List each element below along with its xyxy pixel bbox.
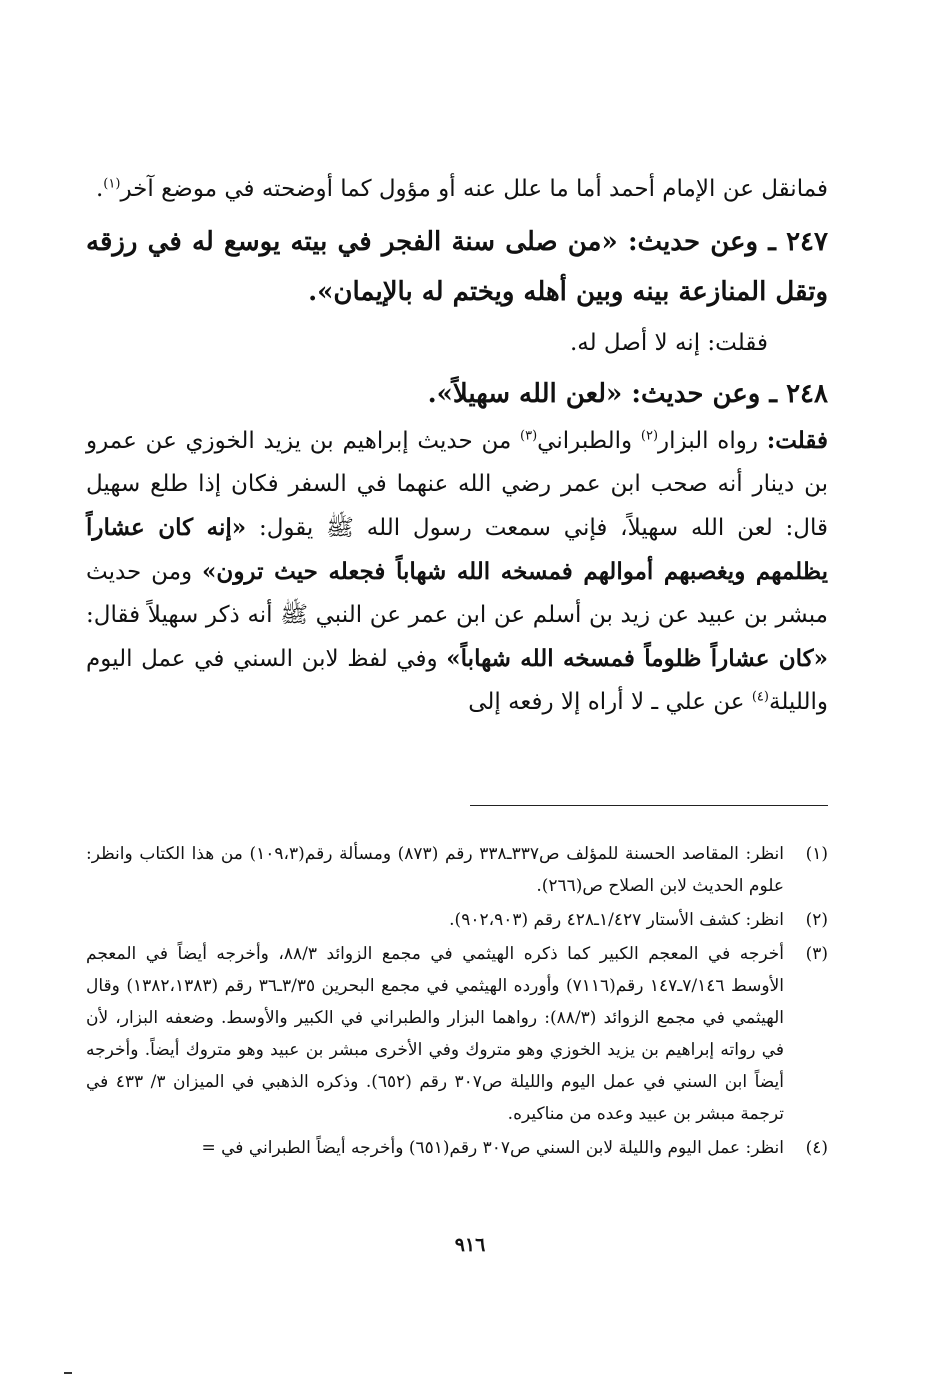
footnote-4-text: انظر: عمل اليوم والليلة لابن السني ص٣٠٧ رقم(٦٥١) وأخرجه أيضاً الطبراني في = [201, 1138, 784, 1158]
footnote-1 [86, 838, 828, 902]
commentary-part-3: من حديث إبراهيم بن يزيد الخوزي عن عمرو بن دينار أنه صحب ابن عمر رضي الله عنهما في السفر فكان إذا طلع سهيل قال: لعن الله سهيلاً، فإني سمعت رسول الله ﷺ يقول: [86, 428, 828, 541]
footnote-4 [86, 1132, 828, 1164]
scan-mark [64, 1372, 72, 1374]
intro-end: . [95, 176, 104, 202]
main-text [86, 168, 828, 724]
quote-1: «إنه كان عشاراً يظلمهم ويغصبهم أموالهم فمسخه الله شهاباً فجعله حيث ترون» [86, 514, 829, 585]
hadith-247 [86, 217, 828, 317]
footnote-1-number: (١) [805, 844, 828, 864]
hadith-247-prefix: وعن حديث: [627, 227, 759, 257]
intro-line-1: فمانقل عن الإمام أحمد أما ما علل عنه أو مؤول كما أوضحته في موضع [161, 176, 828, 202]
footnote-3 [86, 938, 828, 1130]
commentary-part-6: عن علي ـ لا أراه إلا رفعه إلى [468, 689, 745, 715]
hadith-248-number: ٢٤٨ ـ [769, 379, 828, 409]
commentary-part-4: ومن حديث مبشر بن عبيد عن زيد بن أسلم عن ابن عمر عن النبي ﷺ أنه ذكر سهيلاً فقال: [86, 559, 828, 628]
footnote-ref-3: (٣) [520, 428, 538, 444]
hadith-247-text: «من صلى سنة الفجر في بيته يوسع له في رزقه وتقل المنازعة بينه وبين أهله ويختم له بالإيمان». [86, 227, 828, 307]
hadith-247-number: ٢٤٧ ـ [768, 227, 828, 257]
footnote-1-text: انظر: المقاصد الحسنة للمؤلف ص٣٣٧ـ٣٣٨ رقم (٨٧٣) ومسألة رقم(١٠٩،٣) من هذا الكتاب وانظر: علوم الحديث لابن الصلاح ص(٢٦٦). [86, 844, 784, 896]
hadith-248 [86, 369, 828, 419]
footnote-3-number: (٣) [805, 944, 828, 964]
intro-line-2: آخر [120, 176, 154, 202]
footnotes [86, 838, 828, 1166]
footnote-ref-1: (١) [103, 176, 121, 192]
page-number: ٩١٦ [454, 1234, 486, 1256]
commentary-paragraph [86, 419, 828, 724]
footnote-2-number: (٢) [805, 910, 828, 930]
commentary-part-5: وفي لفظ لابن السني في عمل اليوم والليلة [86, 646, 828, 715]
footnote-ref-2: (٢) [640, 428, 659, 444]
footnote-2 [86, 904, 828, 936]
footnote-2-text: انظر: كشف الأستار ١/٤٢٧ـ٤٢٨ رقم (٩٠٢،٩٠٣). [449, 910, 784, 930]
commentary-part-2: والطبراني [537, 428, 633, 454]
hadith-248-prefix: وعن حديث: [631, 379, 761, 409]
hadith-248-text: «لعن الله سهيلاً». [427, 379, 623, 409]
footnote-divider [470, 805, 828, 806]
quote-2: «كان عشاراً ظلوماً فمسخه الله شهاباً» [446, 645, 829, 672]
footnote-ref-4: (٤) [751, 689, 769, 705]
reply-247: فقلت: إنه لا أصل له. [569, 330, 768, 356]
commentary-part-1: رواه البزار [658, 428, 758, 454]
intro-paragraph [86, 168, 828, 211]
footnote-4-number: (٤) [805, 1138, 828, 1158]
footnote-3-text: أخرجه في المعجم الكبير كما ذكره الهيثمي في مجمع الزوائد ٨٨/٣، وأخرجه أيضاً في المعجم الأوسط ٧/١٤٦ـ١٤٧ رقم(٧١١٦) وأورده الهيثمي في مجمع البحرين ٣/٣٥ـ٣٦ رقم (١٣٨٢،١٣٨٣) وقال الهيثمي في مجمع الزوائد (٨٨/٣): رواهما البزار والطبراني في الكبير والأوسط. وضعفه البزار، لأن في رواته إبراهيم بن يزيد الخوزي وهو متروك وفي الأخرى مبشر بن عبيد وهو متروك أيضاً. وأخرجه أيضاً ابن السني في عمل اليوم والليلة ص٣٠٧ رقم (٦٥٢). وذكره الذهبي في الميزان ٣/ ٤٣٣ في ترجمة مبشر بن عبيد وعده من مناكيره. [86, 944, 785, 1124]
commentary-lead: فقلت: [766, 427, 829, 454]
